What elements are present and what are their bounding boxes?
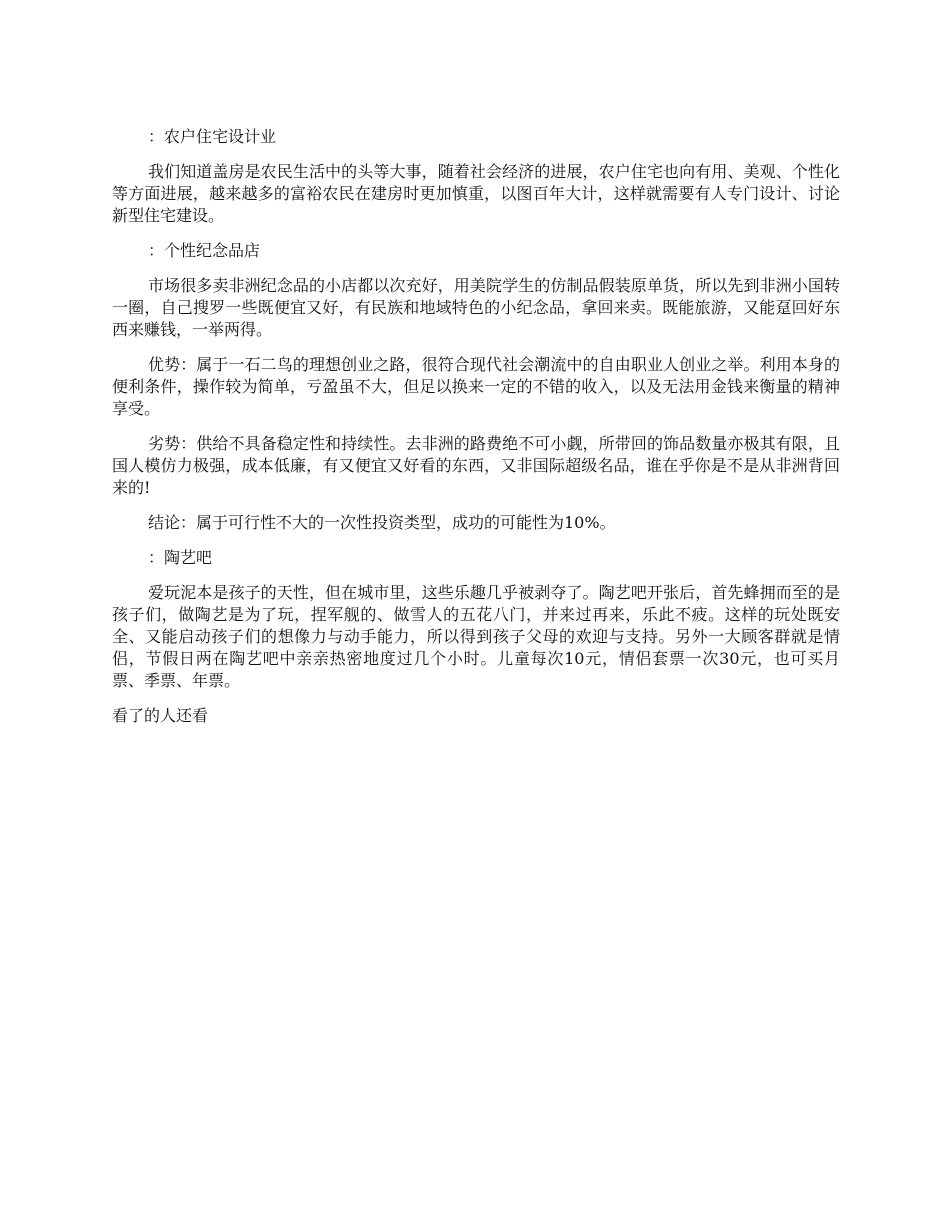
document-body: [112, 126, 840, 727]
paragraph-souvenir-conclusion: 结论：属于可行性不大的一次性投资类型，成功的可能性为10%。: [148, 513, 616, 532]
paragraph-souvenir-intro: 市场很多卖非洲纪念品的小店都以次充好，用美院学生的仿制品假装原单货，所以先到非洲小国转一圈，自己搜罗一些既便宜又好，有民族和地域特色的小纪念品，拿回来卖。既能旅游，又能趸回好东西来赚钱，一举两得。: [112, 276, 840, 339]
related-reading-label: 看了的人还看: [112, 706, 209, 725]
section-heading-souvenir-shop: ：个性纪念品店: [148, 241, 261, 260]
paragraph-pottery-bar: 爱玩泥本是孩子的天性，但在城市里，这些乐趣几乎被剥夺了。陶艺吧开张后，首先蜂拥而至的是孩子们，做陶艺是为了玩，捏军舰的、做雪人的五花八门，并来过再来，乐此不疲。这样的玩处既安全、又能启动孩子们的想像力与动手能力，所以得到孩子父母的欢迎与支持。另外一大顾客群就是情侣，节假日两在陶艺吧中亲亲热密地度过几个小时。儿童每次10元，情侣套票一次30元，也可买月票、季票、年票。: [112, 583, 840, 690]
section-heading-farm-housing: ：农户住宅设计业: [148, 127, 277, 146]
paragraph-souvenir-disadvantages: 劣势：供给不具备稳定性和持续性。去非洲的路费绝不可小觑，所带回的饰品数量亦极其有限，且国人模仿力极强，成本低廉，有又便宜又好看的东西，又非国际超级名品，谁在乎你是不是从非洲背回来的!: [112, 434, 840, 497]
section-heading-pottery-bar: ：陶艺吧: [148, 548, 213, 567]
paragraph-souvenir-advantages: 优势：属于一石二鸟的理想创业之路，很符合现代社会潮流中的自由职业人创业之举。利用本身的便利条件，操作较为简单，亏盈虽不大，但足以换来一定的不错的收入，以及无法用金钱来衡量的精神享受。: [112, 355, 840, 418]
paragraph-farm-housing: 我们知道盖房是农民生活中的头等大事，随着社会经济的进展，农户住宅也向有用、美观、个性化等方面进展，越来越多的富裕农民在建房时更加慎重，以图百年大计，这样就需要有人专门设计、讨论新型住宅建设。: [112, 162, 840, 225]
